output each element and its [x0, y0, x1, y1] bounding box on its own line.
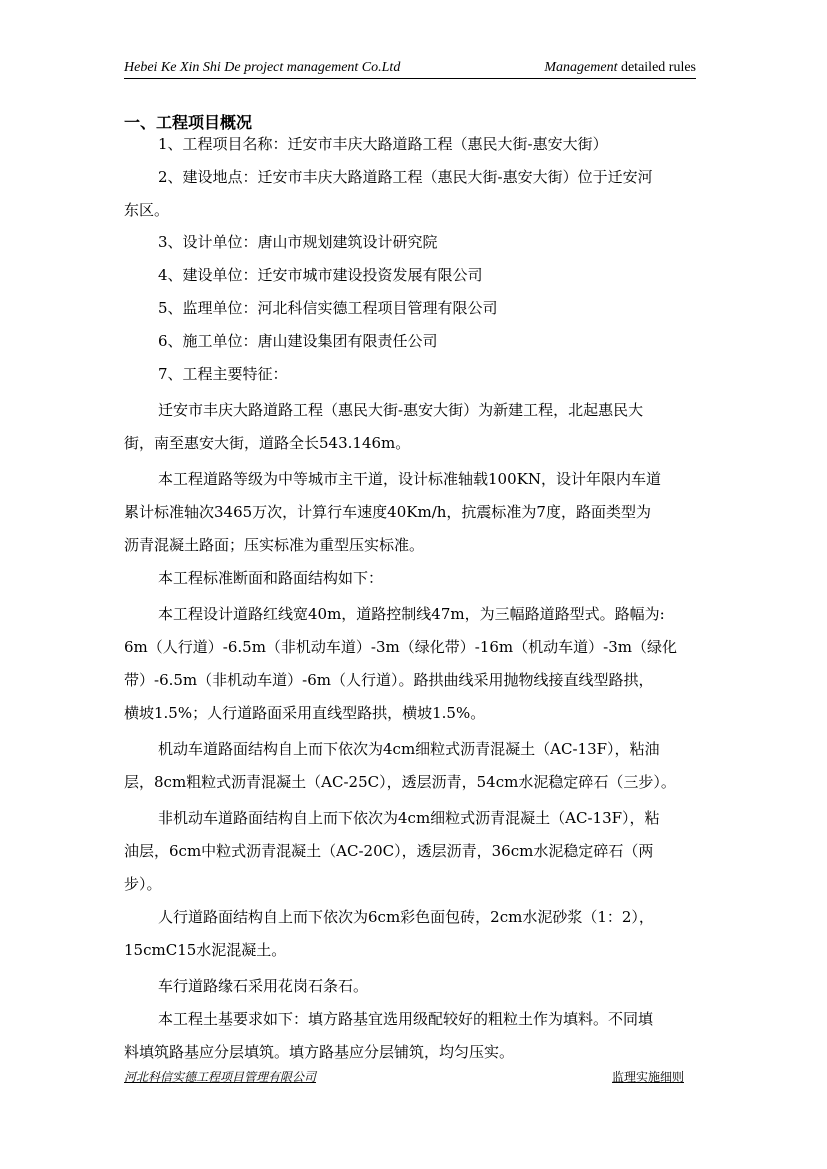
paragraph-line: 街，南至惠安大街，道路全长543.146m。	[124, 434, 411, 452]
paragraph-line: 迁安市丰庆大路道路工程（惠民大街-惠安大街）为新建工程，北起惠民大	[158, 401, 644, 419]
paragraph-line: 非机动车道路面结构自上而下依次为4cm细粒式沥青混凝土（AC-13F），粘	[158, 809, 660, 827]
header-doc-title	[544, 60, 696, 76]
paragraph-line: 4、建设单位：迁安市城市建设投资发展有限公司	[158, 266, 483, 284]
page-header	[124, 58, 696, 79]
paragraph-line: 沥青混凝土路面；压实标准为重型压实标准。	[124, 536, 425, 554]
paragraph-line: 1、工程项目名称：迁安市丰庆大路道路工程（惠民大街-惠安大街）	[158, 135, 608, 153]
header-company: Hebei Ke Xin Shi De project management Co.Ltd	[124, 60, 401, 75]
paragraph-line: 5、监理单位：河北科信实德工程项目管理有限公司	[158, 299, 498, 317]
paragraph-line: 横坡1.5%；人行道路面采用直线型路拱，横坡1.5%。	[124, 704, 486, 722]
paragraph-line: 油层，6cm中粒式沥青混凝土（AC-20C），透层沥青，36cm水泥稳定碎石（两	[124, 842, 654, 860]
paragraph-line: 东区。	[124, 201, 170, 219]
paragraph-line: 2、建设地点：迁安市丰庆大路道路工程（惠民大街-惠安大街）位于迁安河	[158, 168, 653, 186]
paragraph-line: 人行道路面结构自上而下依次为6cm彩色面包砖，2cm水泥砂浆（1：2），	[158, 908, 654, 926]
footer-doc-title: 监理实施细则	[611, 1070, 684, 1084]
paragraph-line: 层，8cm粗粒式沥青混凝土（AC-25C），透层沥青，54cm水泥稳定碎石（三步）。	[124, 773, 676, 791]
paragraph-line: 3、设计单位：唐山市规划建筑设计研究院	[158, 233, 438, 251]
header-doc-title-rest: detailed rules	[617, 60, 696, 75]
paragraph-line: 车行道路缘石采用花岗石条石。	[158, 977, 369, 995]
section-heading: 一、工程项目概况	[124, 113, 253, 132]
paragraph-line: 本工程道路等级为中等城市主干道，设计标准轴载100KN，设计年限内车道	[158, 470, 661, 488]
paragraph-line: 6m（人行道）-6.5m（非机动车道）-3m（绿化带）-16m（机动车道）-3m（绿化	[124, 638, 677, 656]
paragraph-line: 步）。	[124, 875, 162, 893]
paragraph-line: 带）-6.5m（非机动车道）-6m（人行道）。路拱曲线采用抛物线接直线型路拱，	[124, 671, 654, 689]
paragraph-line: 本工程土基要求如下：填方路基宜选用级配较好的粗粒土作为填料。不同填	[158, 1010, 654, 1028]
paragraph-line: 7、工程主要特征：	[158, 365, 288, 383]
paragraph-line: 15cmC15水泥混凝土。	[124, 941, 287, 959]
paragraph-line: 机动车道路面结构自上而下依次为4cm细粒式沥青混凝土（AC-13F），粘油	[158, 740, 660, 758]
header-doc-title-italic: Management	[544, 60, 618, 75]
paragraph-line: 累计标准轴次3465万次，计算行车速度40Km/h，抗震标准为7度，路面类型为	[124, 503, 651, 521]
footer-company: 河北科信实德工程项目管理有限公司	[124, 1070, 317, 1084]
paragraph-line: 料填筑路基应分层填筑。填方路基应分层铺筑，均匀压实。	[124, 1043, 515, 1061]
paragraph-line: 本工程标准断面和路面结构如下：	[158, 569, 384, 587]
paragraph-line: 本工程设计道路红线宽40m，道路控制线47m，为三幅路道路型式。路幅为:	[158, 605, 665, 623]
paragraph-line: 6、施工单位：唐山建设集团有限责任公司	[158, 332, 438, 350]
